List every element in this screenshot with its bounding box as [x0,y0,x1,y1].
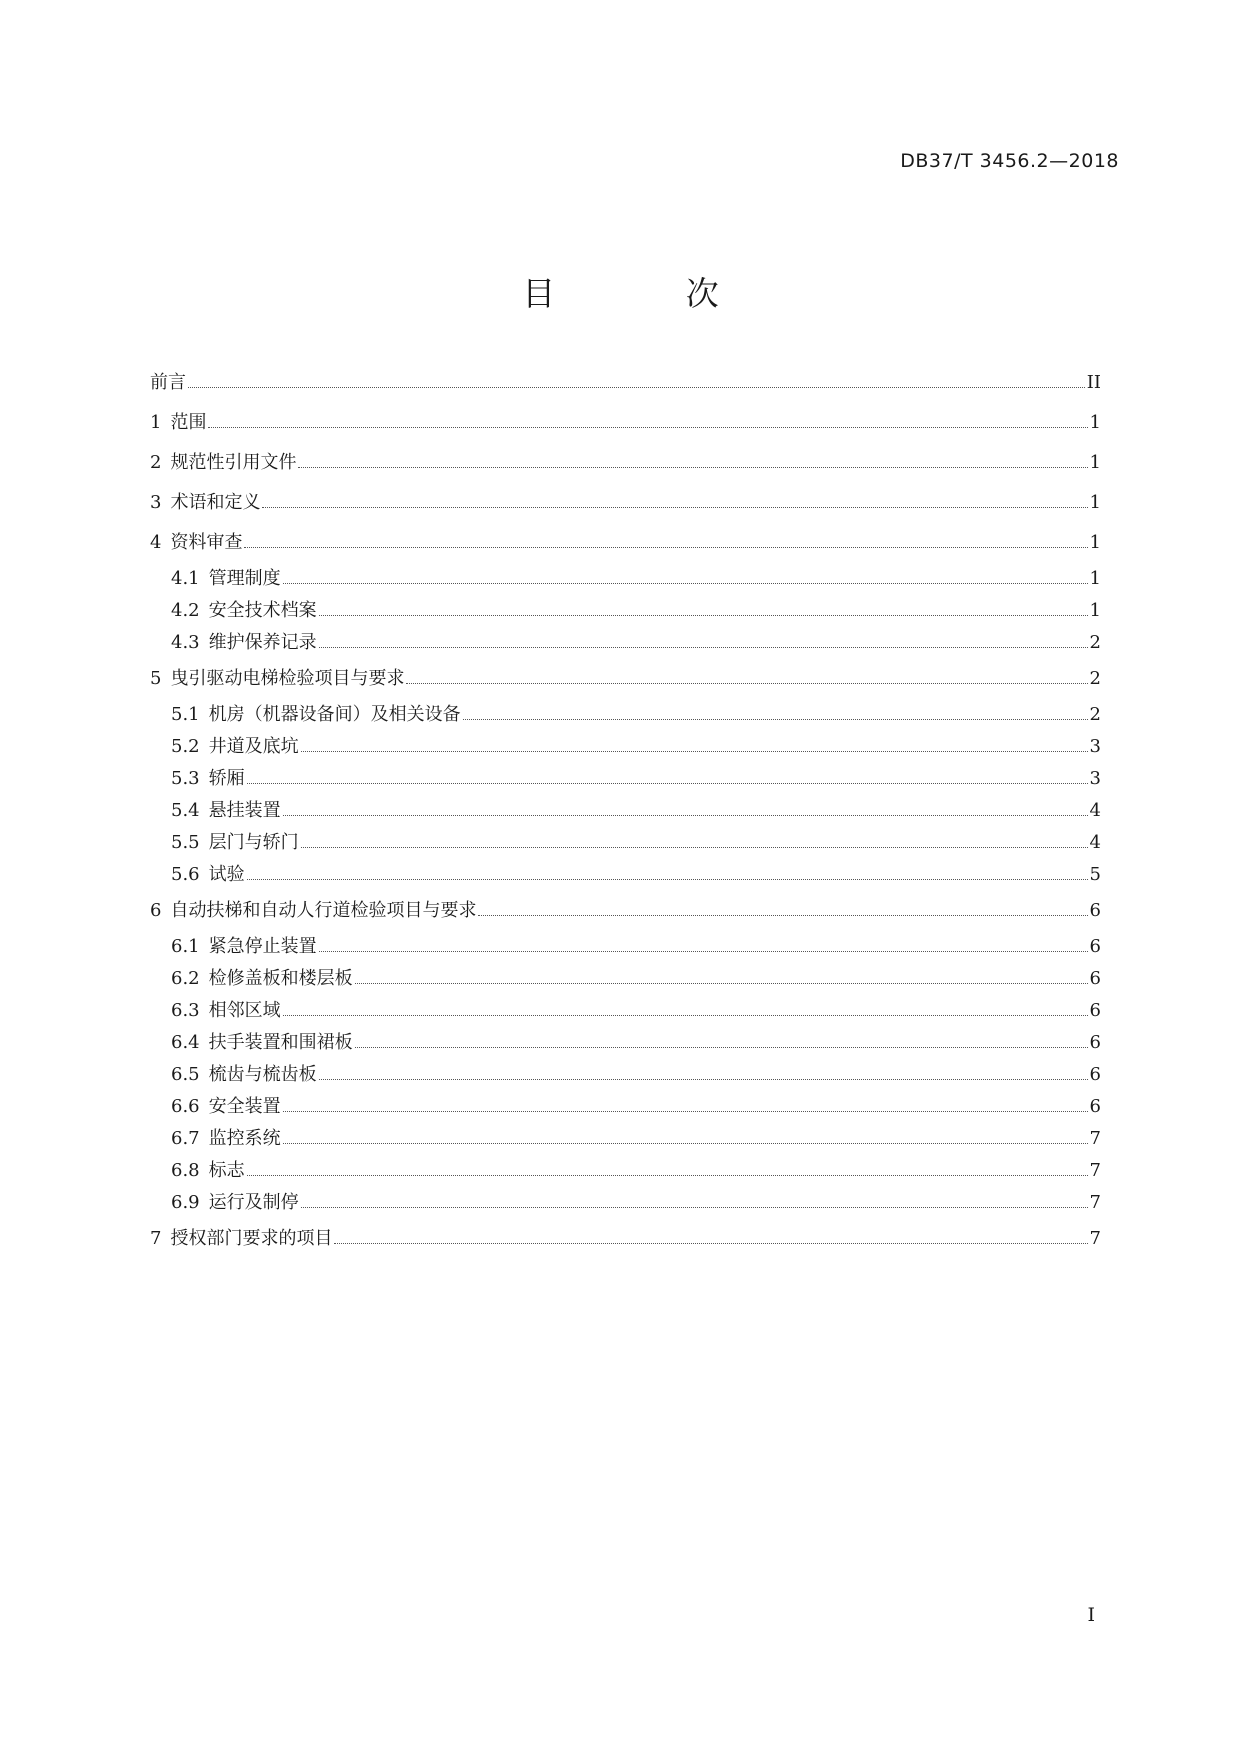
toc-entry-number: 6.9 [171,1192,200,1213]
toc-entry-number: 6.6 [171,1096,200,1117]
toc-entry[interactable] [150,600,1101,622]
toc-entry-label: 维护保养记录 [208,632,317,653]
toc-entry-number: 6.1 [171,936,200,957]
toc-dot-leader [301,750,1088,752]
toc-dot-leader [406,682,1087,684]
toc-entry-label: 扶手装置和围裙板 [208,1032,353,1053]
toc-entry[interactable] [150,736,1101,758]
toc-entry-page: 1 [1089,492,1101,513]
toc-entry[interactable] [150,768,1101,790]
toc-entry-label: 规范性引用文件 [170,452,297,473]
toc-dot-leader [283,814,1088,816]
toc-entry-label: 管理制度 [208,568,281,589]
toc-entry-number: 4.2 [171,600,200,621]
toc-entry[interactable] [150,632,1101,654]
toc-dot-leader [463,718,1088,720]
toc-entry[interactable] [150,968,1101,990]
toc-entry-page: 6 [1089,1032,1101,1053]
toc-entry[interactable] [150,832,1101,854]
toc-entry-label: 井道及底坑 [208,736,299,757]
toc-entry-text [150,1228,332,1250]
toc-entry-label: 相邻区域 [208,1000,281,1021]
toc-entry[interactable] [150,668,1101,690]
toc-dot-leader [319,950,1088,952]
toc-entry-label: 范围 [170,412,207,433]
toc-entry-page: 7 [1089,1228,1101,1249]
toc-dot-leader [301,1206,1088,1208]
toc-entry-text [150,864,245,886]
toc-entry-page: 5 [1089,864,1101,885]
page-number: I [1087,1604,1095,1626]
toc-entry[interactable] [150,936,1101,958]
toc-dot-leader [319,1078,1088,1080]
toc-entry[interactable] [150,1032,1101,1054]
toc-entry[interactable] [150,1000,1101,1022]
toc-entry-number: 6.2 [171,968,200,989]
toc-entry-page: 1 [1089,532,1101,553]
toc-entry-label: 梳齿与梳齿板 [208,1064,317,1085]
toc-entry-page: 7 [1089,1128,1101,1149]
toc-entry-page: 4 [1089,800,1101,821]
toc-entry-label: 资料审查 [170,532,243,553]
toc-entry[interactable] [150,492,1101,514]
toc-entry-text [150,1096,281,1118]
toc-entry-page: 6 [1089,936,1101,957]
toc-entry[interactable] [150,1128,1101,1150]
toc-entry-text [150,968,353,990]
toc-entry-page: 7 [1089,1160,1101,1181]
toc-entry-number: 6.4 [171,1032,200,1053]
toc-dot-leader [334,1242,1087,1244]
toc-dot-leader [247,878,1088,880]
toc-entry-page: 2 [1089,632,1101,653]
toc-entry[interactable] [150,372,1101,394]
toc-entry-text [150,600,317,622]
toc-entry-label: 安全装置 [208,1096,281,1117]
toc-entry-number: 6.3 [171,1000,200,1021]
toc-entry-text [150,632,317,654]
toc-entry-label: 机房（机器设备间）及相关设备 [208,704,461,725]
toc-entry[interactable] [150,532,1101,554]
toc-entry-page: II [1086,372,1101,393]
toc-entry-page: 7 [1089,1192,1101,1213]
toc-entry-text [150,1032,353,1054]
toc-dot-leader [208,426,1087,428]
toc-entry-page: 2 [1089,668,1101,689]
toc-entry-number: 5 [150,668,162,689]
toc-entry-number: 5.6 [171,864,200,885]
toc-entry[interactable] [150,412,1101,434]
toc-entry-text [150,412,206,434]
toc-entry-page: 1 [1089,452,1101,473]
toc-entry-text [150,532,242,554]
toc-entry-page: 6 [1089,900,1101,921]
toc-dot-leader [283,1142,1088,1144]
toc-entry[interactable] [150,900,1101,922]
toc-dot-leader [319,614,1088,616]
toc-entry-number: 4.3 [171,632,200,653]
toc-entry-label: 紧急停止装置 [208,936,317,957]
toc-entry-label: 试验 [208,864,245,885]
toc-entry-page: 6 [1089,968,1101,989]
document-code: DB37/T 3456.2—2018 [900,150,1119,172]
toc-entry[interactable] [150,452,1101,474]
toc-entry-number: 6.7 [171,1128,200,1149]
toc-dot-leader [301,846,1088,848]
toc-entry-number: 2 [150,452,162,473]
toc-entry-number: 5.2 [171,736,200,757]
toc-entry-page: 6 [1089,1000,1101,1021]
toc-entry-label: 层门与轿门 [208,832,299,853]
toc-dot-leader [247,782,1088,784]
toc-entry-number: 5.1 [171,704,200,725]
toc-entry-text [150,668,404,690]
toc-entry-text [150,452,296,474]
toc-dot-leader [188,386,1085,388]
toc-entry-page: 4 [1089,832,1101,853]
toc-entry-page: 1 [1089,412,1101,433]
toc-entry-number: 6.8 [171,1160,200,1181]
toc-entry-number: 6.5 [171,1064,200,1085]
toc-entry-text [150,832,299,854]
toc-entry-number: 5.3 [171,768,200,789]
toc-entry[interactable] [150,1064,1101,1086]
toc-entry-text [150,1064,317,1086]
toc-entry-text [150,1160,245,1182]
toc-entry[interactable] [150,864,1101,886]
toc-entry-number: 4 [150,532,162,553]
toc-entry-label: 运行及制停 [208,1192,299,1213]
toc-dot-leader [283,582,1088,584]
toc-entry-number: 4.1 [171,568,200,589]
toc-entry-label: 监控系统 [208,1128,281,1149]
toc-entry-page: 1 [1089,600,1101,621]
toc-entry-text [150,492,260,514]
toc-entry-text [150,800,281,822]
toc-dot-leader [262,506,1087,508]
toc-entry-text [150,736,299,758]
toc-entry-number: 3 [150,492,162,513]
toc-entry-label: 前言 [150,372,186,393]
toc-entry-page: 3 [1089,768,1101,789]
toc-dot-leader [355,982,1088,984]
toc-dot-leader [298,466,1087,468]
toc-dot-leader [244,546,1087,548]
toc-entry-label: 悬挂装置 [208,800,281,821]
toc-entry[interactable] [150,568,1101,590]
toc-entry-number: 1 [150,412,162,433]
toc-entry[interactable] [150,1096,1101,1118]
toc-entry-text [150,900,476,922]
toc-entry-label: 安全技术档案 [208,600,317,621]
toc-entry-label: 自动扶梯和自动人行道检验项目与要求 [170,900,477,921]
page-title: 目 次 [522,274,779,313]
toc-entry-page: 1 [1089,568,1101,589]
toc-entry-number: 5.5 [171,832,200,853]
toc-entry[interactable] [150,704,1101,726]
toc-entry-label: 轿厢 [208,768,245,789]
toc-dot-leader [247,1174,1088,1176]
toc-dot-leader [283,1014,1088,1016]
toc-entry-number: 7 [150,1228,162,1249]
toc-entry-text [150,1000,281,1022]
toc-entry-text [150,704,461,726]
toc-entry-page: 3 [1089,736,1101,757]
toc-entry-text [150,936,317,958]
toc-dot-leader [478,914,1087,916]
toc-entry-page: 6 [1089,1064,1101,1085]
toc-dot-leader [283,1110,1088,1112]
toc-entry-text [150,1128,281,1150]
toc-entry-label: 曳引驱动电梯检验项目与要求 [170,668,405,689]
toc-entry-label: 检修盖板和楼层板 [208,968,353,989]
toc-entry-number: 5.4 [171,800,200,821]
table-of-contents [150,372,1101,1250]
toc-entry-page: 6 [1089,1096,1101,1117]
toc-entry[interactable] [150,1192,1101,1214]
toc-entry[interactable] [150,1160,1101,1182]
toc-dot-leader [355,1046,1088,1048]
toc-dot-leader [319,646,1088,648]
toc-entry-label: 标志 [208,1160,245,1181]
toc-entry-text [150,372,186,394]
toc-entry[interactable] [150,800,1101,822]
toc-entry[interactable] [150,1228,1101,1250]
toc-entry-text [150,768,245,790]
toc-entry-text [150,1192,299,1214]
toc-entry-page: 2 [1089,704,1101,725]
toc-entry-label: 术语和定义 [170,492,261,513]
toc-entry-label: 授权部门要求的项目 [170,1228,333,1249]
toc-entry-number: 6 [150,900,162,921]
toc-entry-text [150,568,281,590]
